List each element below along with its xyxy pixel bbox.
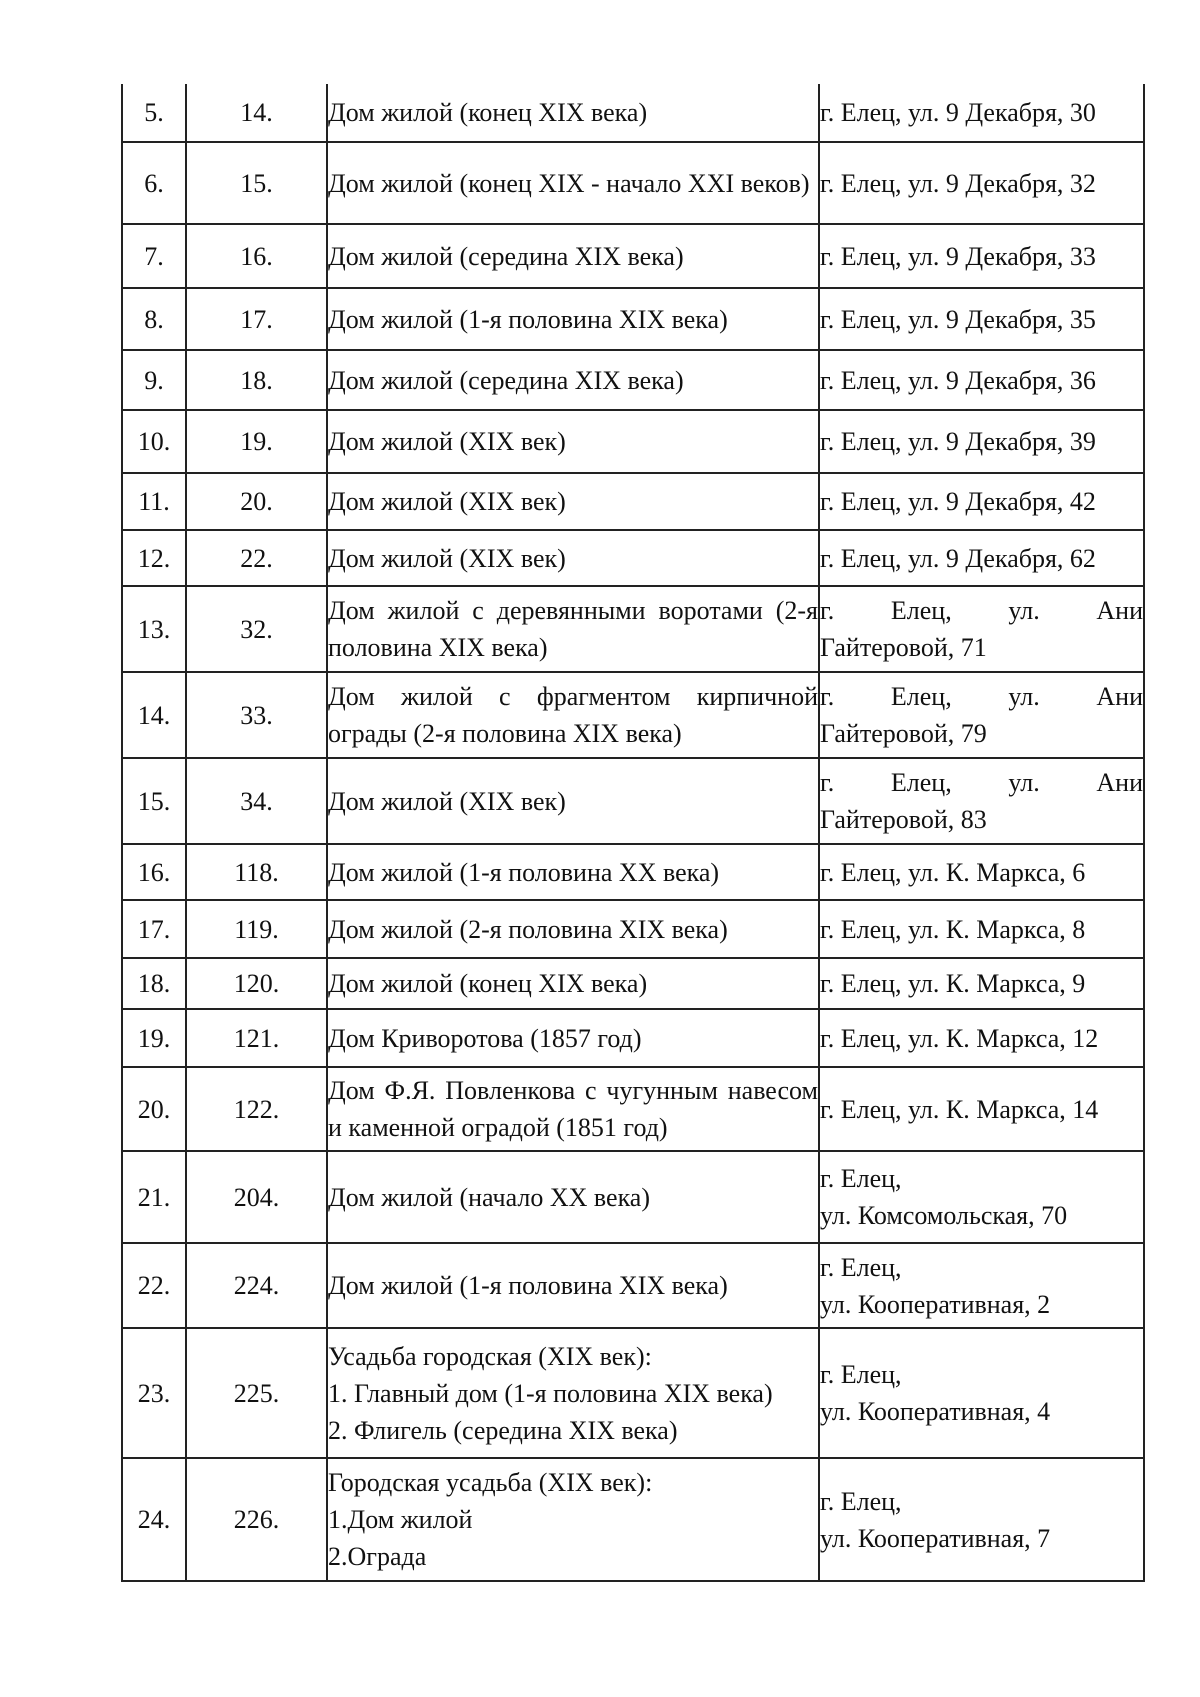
object-name (327, 1328, 819, 1458)
row-number: 5. (122, 84, 186, 142)
object-address: г. Елец, ул. К. Маркса, 12 (819, 1009, 1144, 1067)
object-address: г. Елец, ул. 9 Декабря, 30 (819, 84, 1144, 142)
table-row (122, 288, 1144, 350)
table-row (122, 844, 1144, 900)
table-row (122, 758, 1144, 844)
row-number: 6. (122, 142, 186, 224)
object-name: Дом жилой (середина XIX века) (327, 224, 819, 288)
row-number: 7. (122, 224, 186, 288)
table-row (122, 410, 1144, 473)
address-line: ул. Комсомольская, 70 (820, 1201, 1068, 1230)
registry-number: 224. (186, 1243, 327, 1328)
registry-number: 34. (186, 758, 327, 844)
address-line: г. Елец, ул. Ани (820, 682, 1143, 711)
object-address (819, 758, 1144, 844)
object-address: г. Елец, ул. К. Маркса, 9 (819, 958, 1144, 1009)
object-address: г. Елец, ул. 9 Декабря, 35 (819, 288, 1144, 350)
registry-number: 204. (186, 1151, 327, 1243)
table-row (122, 84, 1144, 142)
name-line: 2.Ограда (328, 1542, 427, 1571)
object-address (819, 1328, 1144, 1458)
object-name: Дом жилой (2-я половина XIX века) (327, 900, 819, 958)
table-row (122, 1009, 1144, 1067)
row-number: 19. (122, 1009, 186, 1067)
registry-number: 120. (186, 958, 327, 1009)
address-line: г. Елец, (820, 1360, 902, 1389)
row-number: 16. (122, 844, 186, 900)
address-line: г. Елец, (820, 1486, 902, 1516)
object-name: Дом жилой (1-я половина XIX века) (327, 1243, 819, 1328)
table-row (122, 1328, 1144, 1458)
object-address (819, 1243, 1144, 1328)
table-row (122, 1243, 1144, 1328)
object-name: Дом жилой с деревянными воротами (2-я половина XIX века) (327, 586, 819, 672)
object-address (819, 1151, 1144, 1243)
address-line: г. Елец, ул. Ани (820, 596, 1143, 625)
object-name: Дом жилой (1-я половина XX века) (327, 844, 819, 900)
row-number: 8. (122, 288, 186, 350)
row-number: 22. (122, 1243, 186, 1328)
name-line: Городская усадьба (XIX век): (328, 1468, 653, 1497)
object-address: г. Елец, ул. 9 Декабря, 33 (819, 224, 1144, 288)
name-line: 1.Дом жилой (328, 1505, 473, 1534)
registry-number: 22. (186, 530, 327, 586)
registry-number: 122. (186, 1067, 327, 1151)
row-number: 20. (122, 1067, 186, 1151)
registry-number: 33. (186, 672, 327, 758)
row-number: 15. (122, 758, 186, 844)
table-row (122, 224, 1144, 288)
address-line: ул. Кооперативная, 7 (820, 1523, 1051, 1553)
object-name: Дом жилой (середина XIX века) (327, 350, 819, 410)
registry-number: 118. (186, 844, 327, 900)
table-row (122, 958, 1144, 1009)
row-number: 24. (122, 1458, 186, 1581)
object-name: Дом жилой (XIX век) (327, 410, 819, 473)
object-name: Дом жилой (XIX век) (327, 473, 819, 530)
address-line: ул. Кооперативная, 2 (820, 1289, 1051, 1319)
registry-number: 14. (186, 84, 327, 142)
registry-number: 19. (186, 410, 327, 473)
registry-number: 16. (186, 224, 327, 288)
row-number: 23. (122, 1328, 186, 1458)
address-line: г. Елец, ул. Ани (820, 768, 1143, 797)
table-row (122, 900, 1144, 958)
object-address: г. Елец, ул. 9 Декабря, 42 (819, 473, 1144, 530)
row-number: 21. (122, 1151, 186, 1243)
row-number: 12. (122, 530, 186, 586)
table-row (122, 1458, 1144, 1581)
registry-number: 20. (186, 473, 327, 530)
table-row (122, 142, 1144, 224)
registry-number: 17. (186, 288, 327, 350)
row-number: 17. (122, 900, 186, 958)
address-line: ул. Кооперативная, 4 (820, 1397, 1051, 1426)
address-line: Гайтеровой, 71 (820, 633, 987, 662)
object-address: г. Елец, ул. 9 Декабря, 62 (819, 530, 1144, 586)
object-name: Дом Ф.Я. Повленкова с чугунным навесом и каменной оградой (1851 год) (327, 1067, 819, 1151)
name-line: Усадьба городская (XIX век): (328, 1341, 652, 1371)
address-line: Гайтеровой, 83 (820, 805, 987, 834)
object-name: Дом жилой (конец XIX - начало XXI веков) (327, 142, 819, 224)
address-line: г. Елец, (820, 1164, 902, 1193)
table-row (122, 473, 1144, 530)
registry-number: 121. (186, 1009, 327, 1067)
row-number: 9. (122, 350, 186, 410)
object-name: Дом жилой (начало XX века) (327, 1151, 819, 1243)
registry-number: 32. (186, 586, 327, 672)
row-number: 18. (122, 958, 186, 1009)
object-name: Дом жилой (XIX век) (327, 758, 819, 844)
registry-number: 119. (186, 900, 327, 958)
object-address (819, 1458, 1144, 1581)
object-address (819, 586, 1144, 672)
row-number: 13. (122, 586, 186, 672)
registry-number: 18. (186, 350, 327, 410)
object-name: Дом жилой (конец XIX века) (327, 84, 819, 142)
table-row (122, 1067, 1144, 1151)
address-line: г. Елец, (820, 1252, 902, 1282)
address-line: Гайтеровой, 79 (820, 719, 987, 748)
registry-number: 225. (186, 1328, 327, 1458)
object-address: г. Елец, ул. 9 Декабря, 32 (819, 142, 1144, 224)
object-name (327, 1458, 819, 1581)
object-address: г. Елец, ул. 9 Декабря, 36 (819, 350, 1144, 410)
name-line: 1. Главный дом (1-я половина XIX века) (328, 1378, 773, 1408)
object-address: г. Елец, ул. К. Маркса, 14 (819, 1067, 1144, 1151)
object-address: г. Елец, ул. К. Маркса, 8 (819, 900, 1144, 958)
monuments-table (121, 84, 1145, 1582)
table-row (122, 1151, 1144, 1243)
object-address: г. Елец, ул. К. Маркса, 6 (819, 844, 1144, 900)
table-row (122, 530, 1144, 586)
object-address (819, 672, 1144, 758)
object-name: Дом жилой (XIX век) (327, 530, 819, 586)
object-name: Дом жилой с фрагментом кирпичной ограды (2-я половина XIX века) (327, 672, 819, 758)
row-number: 14. (122, 672, 186, 758)
row-number: 10. (122, 410, 186, 473)
table-row (122, 586, 1144, 672)
row-number: 11. (122, 473, 186, 530)
object-name: Дом Криворотова (1857 год) (327, 1009, 819, 1067)
registry-number: 15. (186, 142, 327, 224)
object-address: г. Елец, ул. 9 Декабря, 39 (819, 410, 1144, 473)
object-name: Дом жилой (конец XIX века) (327, 958, 819, 1009)
name-line: 2. Флигель (середина XIX века) (328, 1415, 678, 1445)
registry-number: 226. (186, 1458, 327, 1581)
table-row (122, 350, 1144, 410)
table-row (122, 672, 1144, 758)
object-name: Дом жилой (1-я половина XIX века) (327, 288, 819, 350)
